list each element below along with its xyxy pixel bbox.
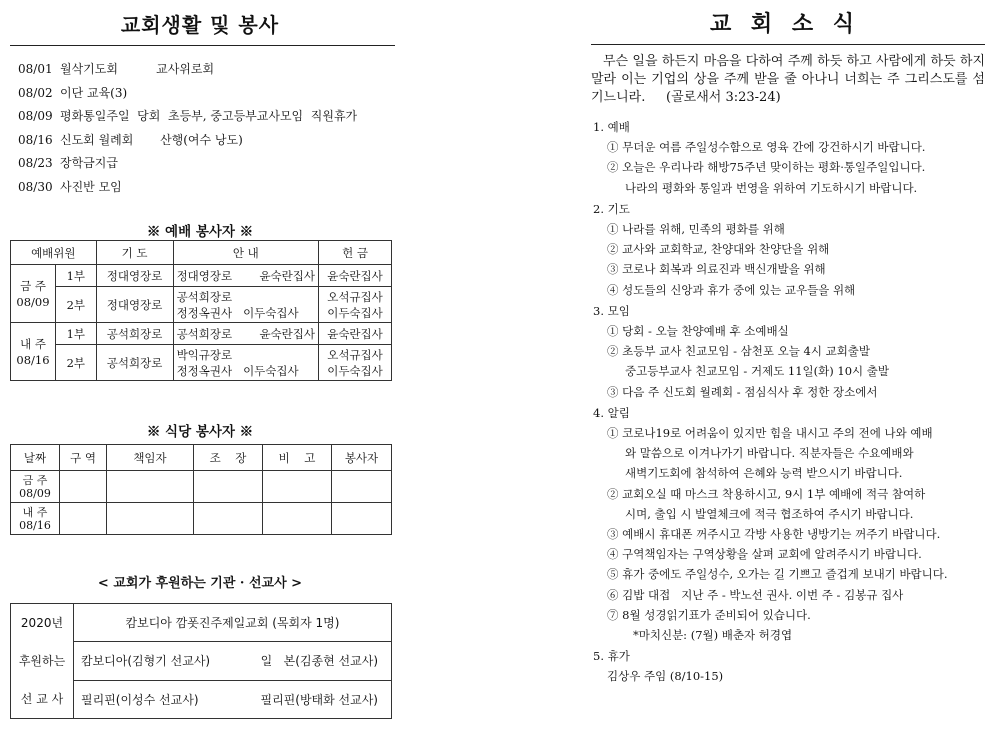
news-line: 와 말씀으로 이겨나가기 바랍니다. 직분자들은 수요예배와	[625, 446, 914, 461]
offering-cell: 오석규집사 이두숙집사	[319, 287, 392, 323]
news-line: ③ 예배시 휴대폰 꺼주시고 각방 사용한 냉방기는 꺼주기 바랍니다.	[607, 527, 941, 542]
usher-cell: 정대영장로 윤숙란집사	[173, 265, 318, 287]
col-header: 구 역	[60, 445, 107, 471]
section-heading: 5. 휴가	[593, 649, 630, 664]
news-line: ② 교회오실 때 마스크 착용하시고, 9시 1부 예배에 적극 참여하	[607, 486, 926, 501]
missions-title: < 교회가 후원하는 기관 · 선교사 >	[97, 576, 303, 591]
schedule-date: 08/09	[18, 109, 53, 124]
dining-volunteers-title: ※ 식당 봉사자 ※	[146, 424, 254, 440]
church-life-title: 교회생활 및 봉사	[120, 13, 280, 37]
part-cell: 2부	[56, 345, 97, 381]
week-label: 내 주 08/16	[11, 323, 56, 381]
news-line: ② 교사와 교회학교, 찬양대와 찬양단을 위해	[607, 242, 830, 257]
schedule-list	[18, 58, 400, 200]
offering-cell: 오석규집사 이두숙집사	[319, 345, 392, 381]
section-heading: 2. 기도	[593, 201, 630, 216]
schedule-date: 08/01	[18, 62, 53, 76]
news-line: 김상우 주임 (8/10-15)	[607, 669, 724, 684]
news-line: ② 초등부 교사 친교모임 - 삼천포 오늘 4시 교회출발	[607, 344, 871, 359]
church-news-title: 교 회 소 식	[710, 11, 860, 37]
news-line: ② 오늘은 우리나라 해방75주년 맞이하는 평화·통일주일입니다.	[607, 160, 926, 175]
schedule-date: 08/02	[18, 85, 53, 100]
news-line: ① 당회 - 오늘 찬양예배 후 소예배실	[607, 324, 789, 339]
missions-row: 캄보디아 깜폿진주제일교회 (목회자 1명)	[74, 604, 392, 642]
news-line: 새벽기도회에 참석하여 은혜와 능력 받으시기 바랍니다.	[625, 466, 903, 481]
schedule-text: 이단 교육(3)	[60, 85, 128, 100]
news-sections	[593, 117, 985, 687]
news-line: 중고등부교사 친교모임 - 거제도 11일(화) 10시 출발	[625, 364, 890, 379]
part-cell: 1부	[56, 265, 97, 287]
col-header: 안 내	[173, 241, 318, 265]
col-header: 예배위원	[11, 241, 97, 265]
schedule-item	[18, 176, 400, 200]
offering-cell: 윤숙란집사	[319, 265, 392, 287]
col-header: 봉사자	[332, 445, 392, 471]
schedule-text: 평화통일주일 당회 초등부, 중고등부교사모임 직원휴가	[60, 109, 358, 124]
news-line: ⑤ 휴가 중에도 주일성수, 오가는 길 기쁘고 즐겁게 보내기 바랍니다.	[607, 567, 948, 582]
section-heading: 1. 예배	[593, 120, 630, 134]
schedule-date: 08/16	[18, 132, 53, 147]
table-row	[11, 503, 392, 535]
col-header: 책임자	[107, 445, 194, 471]
title-rule	[10, 45, 395, 46]
prayer-cell: 공석희장로	[96, 323, 173, 345]
schedule-text: 장학금지급	[60, 156, 118, 171]
news-line: ④ 성도들의 신앙과 휴가 중에 있는 교우들을 위해	[607, 282, 856, 297]
week-label: 금 주 08/09	[11, 265, 56, 323]
news-line: ⑦ 8월 성경읽기표가 준비되어 있습니다.	[607, 607, 811, 622]
news-line: ③ 다음 주 신도회 월례회 - 점심식사 후 정한 장소에서	[607, 384, 878, 399]
usher-cell: 공석희장로 정정옥권사 이두숙집사	[173, 287, 318, 323]
worship-volunteers-table	[10, 240, 392, 381]
dining-volunteers-table	[10, 444, 392, 535]
prayer-cell: 공석희장로	[96, 345, 173, 381]
col-header: 기 도	[96, 241, 173, 265]
missions-side-label: 2020년 후원하는 선 교 사	[11, 604, 74, 719]
offering-cell: 윤숙란집사	[319, 323, 392, 345]
title-rule	[591, 44, 985, 45]
col-header: 날짜	[11, 445, 60, 471]
schedule-item	[18, 58, 400, 82]
news-line: *마치신분: (7월) 배춘자 허경엽	[633, 628, 793, 643]
missions-row: 캄보디아(김형기 선교사) 일 본(김종현 선교사)	[74, 642, 392, 680]
date-cell: 금 주 08/09	[11, 471, 60, 503]
news-line: ① 코로나19로 어려움이 있지만 힘을 내시고 주의 전에 나와 예배	[607, 426, 933, 441]
worship-volunteers-title: ※ 예배 봉사자 ※	[146, 224, 254, 240]
news-line: 나라의 평화와 통일과 번영을 위하여 기도하시기 바랍니다.	[625, 180, 918, 195]
schedule-text: 월삭기도회 교사위로회	[60, 62, 215, 76]
news-line: ⑥ 김밥 대접 지난 주 - 박노선 권사. 이번 주 - 김봉규 집사	[607, 587, 904, 602]
col-header: 헌 금	[319, 241, 392, 265]
section-heading: 3. 모임	[593, 303, 630, 318]
schedule-text: 사진반 모임	[60, 179, 122, 194]
part-cell: 2부	[56, 287, 97, 323]
scripture-verse: 무슨 일을 하든지 마음을 다하여 주께 하듯 하고 사람에게 하듯 하지 말라 이는 기업의 상을 주께 받을 줄 아나니 너희는 주 그리스도를 섬기느니라. (골로새서 3:23-24)	[591, 54, 990, 105]
news-line: ③ 코로나 회복과 의료진과 백신개발을 위해	[607, 262, 826, 277]
schedule-date: 08/23	[18, 156, 53, 171]
schedule-date: 08/30	[18, 179, 53, 194]
table-row	[11, 471, 392, 503]
part-cell: 1부	[56, 323, 97, 345]
col-header: 조 장	[194, 445, 263, 471]
schedule-item	[18, 105, 400, 129]
news-line: ① 무더운 여름 주일성수함으로 영육 간에 강건하시기 바랍니다.	[607, 140, 926, 155]
missions-table	[10, 603, 392, 719]
date-cell: 내 주 08/16	[11, 503, 60, 535]
prayer-cell: 정대영장로	[96, 287, 173, 323]
usher-cell: 박익규장로 정정옥권사 이두숙집사	[173, 345, 318, 381]
schedule-item	[18, 152, 400, 176]
left-column	[0, 0, 400, 734]
right-column	[585, 0, 990, 734]
prayer-cell: 정대영장로	[96, 265, 173, 287]
section-heading: 4. 알림	[593, 405, 630, 420]
news-line: ① 나라를 위해, 민족의 평화를 위해	[607, 222, 785, 237]
missions-row: 필리핀(이성수 선교사) 필리핀(방태화 선교사)	[74, 680, 392, 718]
news-line: 시며, 출입 시 발열체크에 적극 협조하여 주시기 바랍니다.	[625, 506, 914, 521]
usher-cell: 공석희장로 윤숙란집사	[173, 323, 318, 345]
schedule-text: 신도회 월례회 산행(여수 낭도)	[60, 132, 243, 147]
schedule-item	[18, 82, 400, 106]
schedule-item	[18, 129, 400, 153]
news-line: ④ 구역책임자는 구역상황을 살펴 교회에 알려주시기 바랍니다.	[607, 547, 922, 562]
col-header: 비 고	[263, 445, 332, 471]
